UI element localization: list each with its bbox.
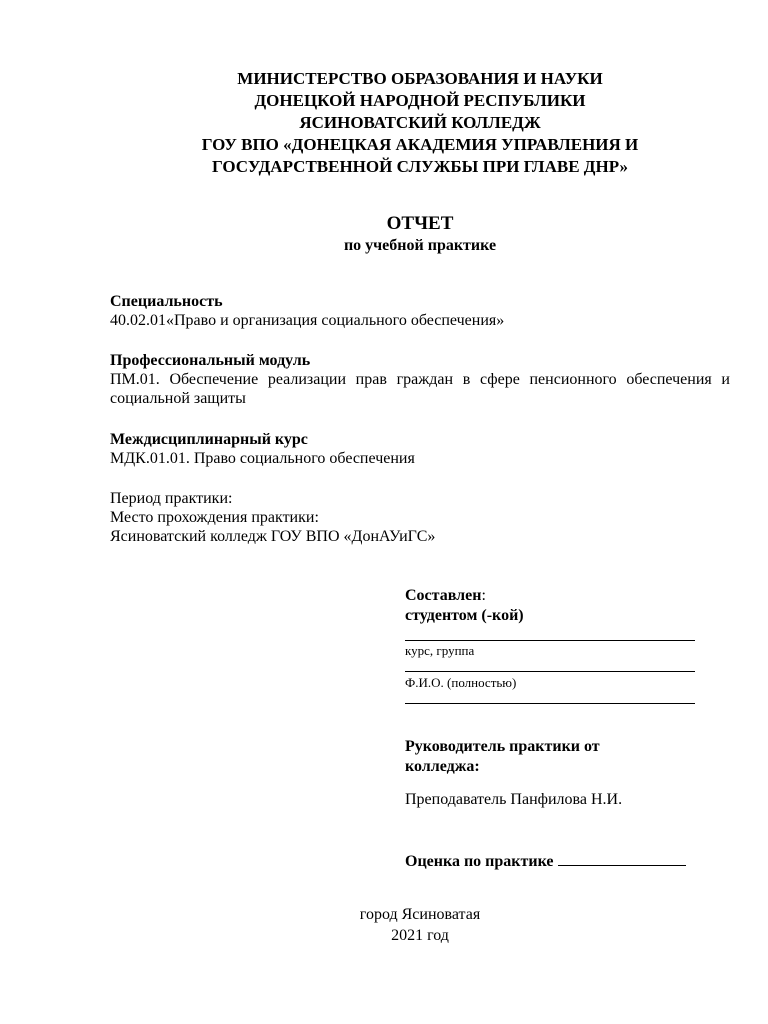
- grade-label: Оценка по практике: [405, 853, 554, 870]
- grade-blank-line: [558, 851, 686, 866]
- header-line-ministry: МИНИСТЕРСТВО ОБРАЗОВАНИЯ И НАУКИ: [237, 69, 603, 88]
- compiled-student: студентом (-кой): [405, 607, 524, 624]
- title-sub: по учебной практике: [343, 237, 497, 254]
- compiled-label: Составлен: [405, 587, 482, 604]
- full-name-caption: Ф.И.О. (полностью): [405, 675, 517, 690]
- specialty-block: [110, 292, 730, 330]
- grade-block: [405, 851, 725, 872]
- compiled-block: [405, 586, 725, 704]
- practice-place-value: Ясиноватский колледж ГОУ ВПО «ДонАУиГС»: [110, 528, 436, 545]
- specialty-value: 40.02.01«Право и организация социального обеспечения»: [110, 312, 505, 329]
- header-line-academy: ГОУ ВПО «ДОНЕЦКАЯ АКАДЕМИЯ УПРАВЛЕНИЯ И: [201, 135, 639, 154]
- supervisor-label-line1: Руководитель практики от: [405, 738, 600, 755]
- header: [110, 68, 730, 178]
- module-block: [110, 351, 730, 408]
- blank-line-course-group: [405, 640, 695, 641]
- header-line-academy-cont: ГОСУДАРСТВЕННОЙ СЛУЖБЫ ПРИ ГЛАВЕ ДНР»: [211, 157, 629, 176]
- blank-line-extra: [405, 703, 695, 704]
- header-line-college: ЯСИНОВАТСКИЙ КОЛЛЕДЖ: [299, 113, 541, 132]
- course-value: МДК.01.01. Право социального обеспечения: [110, 450, 415, 467]
- module-label: Профессиональный модуль: [110, 352, 311, 369]
- module-value: ПМ.01. Обеспечение реализации прав граждан в сфере пенсионного обеспечения и социальной защиты: [110, 371, 730, 407]
- practice-place-label: Место прохождения практики:: [110, 509, 319, 526]
- footer-year: 2021 год: [391, 927, 449, 944]
- practice-period: Период практики:: [110, 490, 233, 507]
- supervisor-label-line2: колледжа:: [405, 758, 480, 775]
- footer: [250, 904, 590, 946]
- report-title: [110, 212, 730, 256]
- compiled-colon: :: [481, 587, 486, 604]
- header-line-republic: ДОНЕЦКОЙ НАРОДНОЙ РЕСПУБЛИКИ: [254, 91, 586, 110]
- supervisor-name: Преподаватель Панфилова Н.И.: [405, 791, 623, 808]
- supervisor-block: [405, 737, 725, 810]
- compiled-heading: [405, 586, 725, 606]
- title-main: ОТЧЕТ: [386, 213, 454, 234]
- blank-line-full-name: [405, 671, 695, 672]
- course-block: [110, 430, 730, 468]
- practice-block: [110, 489, 730, 546]
- footer-city: город Ясиноватая: [359, 906, 481, 923]
- course-group-caption: курс, группа: [405, 643, 475, 658]
- course-label: Междисциплинарный курс: [110, 431, 308, 448]
- specialty-label: Специальность: [110, 293, 223, 310]
